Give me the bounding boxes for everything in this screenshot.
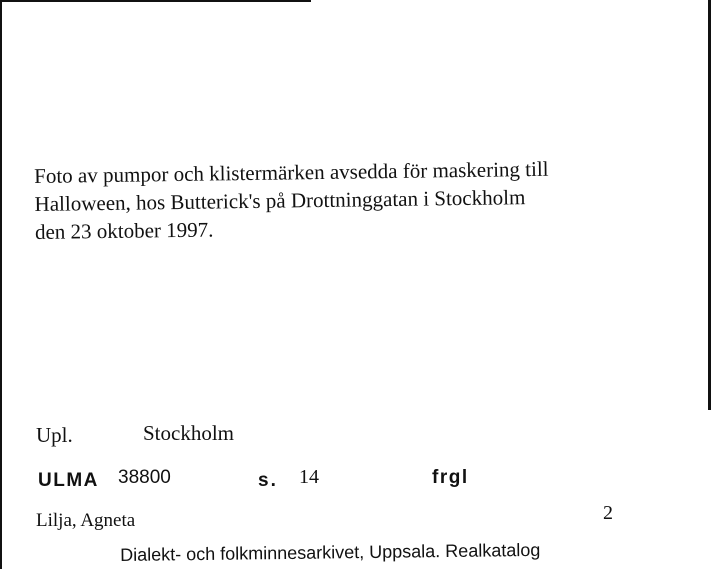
page-prefix: s.: [258, 470, 278, 491]
category-code: frgl: [432, 467, 469, 488]
card-number: 2: [603, 502, 613, 524]
page-number: 14: [299, 466, 319, 488]
archive-number: 38800: [118, 467, 171, 488]
description-line-3: den 23 oktober 1997.: [34, 217, 214, 244]
place-name: Stockholm: [143, 421, 235, 445]
card-border-left: [0, 0, 2, 569]
archive-footer: Dialekt- och folkminnesarkivet, Uppsala. Realkatalog: [120, 539, 541, 565]
author: Lilja, Agneta: [36, 510, 136, 531]
archive-code: ULMA: [38, 470, 99, 491]
description: [34, 153, 695, 246]
province-label: Upl.: [36, 423, 73, 447]
card-border-top: [0, 0, 311, 2]
description-line-1: Foto av pumpor och klistermärken avsedda för maskering till: [34, 156, 549, 188]
description-line-2: Halloween, hos Butterick's på Drottninggatan i Stockholm: [34, 185, 526, 216]
